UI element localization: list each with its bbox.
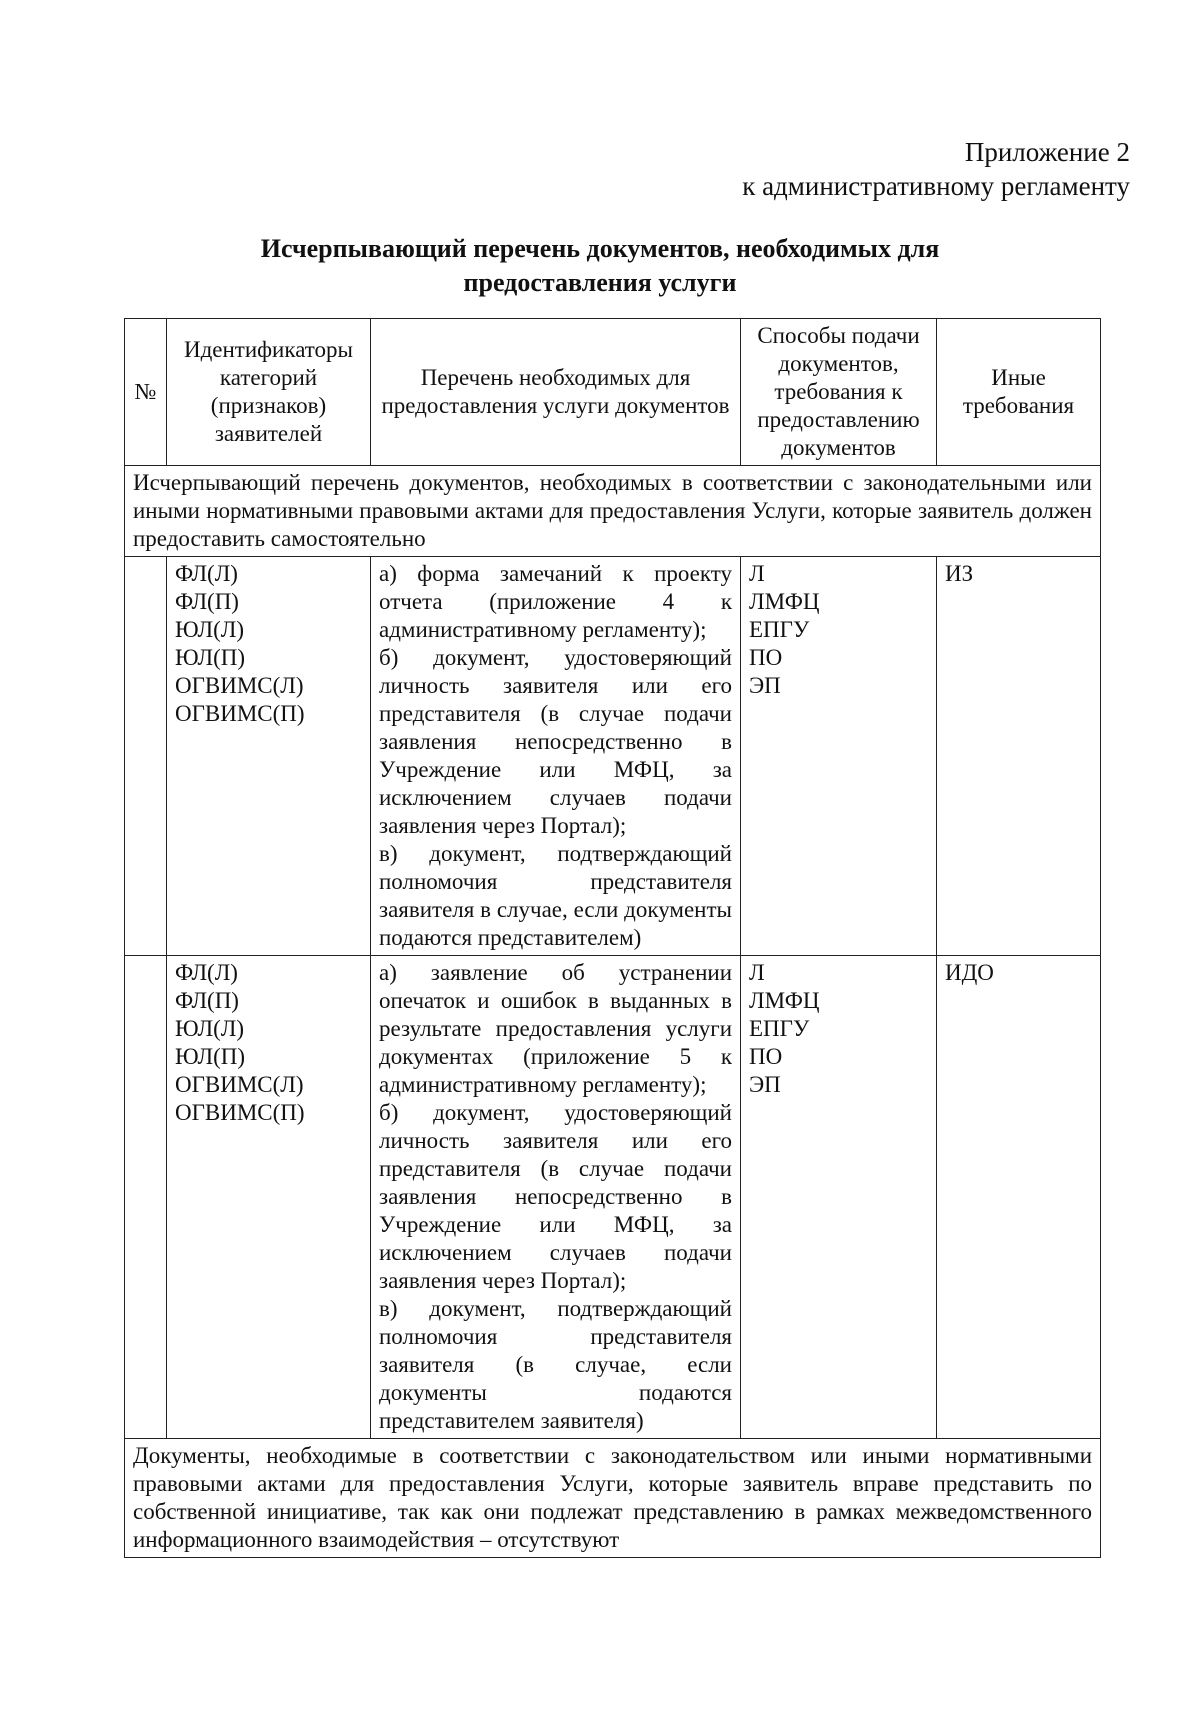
method-code: Л [749, 960, 765, 985]
document-item: в) документ, подтверждающий полномочия представителя заявителя (в случае, если документы подаются представителем заявителя) [379, 1296, 732, 1433]
method-code: ЕПГУ [749, 617, 810, 642]
table-row [125, 956, 1101, 1439]
document-item: б) документ, удостоверяющий личность заявителя или его представителя (в случае подачи заявления непосредственно в Учреждение или МФЦ, за исключением случаев подачи заявления через Портал); [379, 1100, 732, 1293]
submission-methods [741, 557, 937, 956]
method-code: ПО [749, 1044, 783, 1069]
submission-methods [741, 956, 937, 1439]
table-header-row [125, 319, 1101, 466]
document-item: а) заявление об устранении опечаток и ошибок в выданных в результате предоставления услуги документах (приложение 5 к административному регламенту); [379, 960, 732, 1097]
row-number [125, 557, 167, 956]
applicant-code: ОГВИМС(Л) [175, 673, 304, 698]
document-item: а) форма замечаний к проекту отчета (приложение 4 к административному регламенту); [379, 561, 732, 642]
header-methods: Способы подачи документов, требования к предоставлению документов [741, 319, 937, 466]
method-code: ПО [749, 645, 783, 670]
applicant-codes [167, 956, 371, 1439]
document-title-line-1: Исчерпывающий перечень документов, необходимых для [260, 234, 940, 263]
method-code: ЕПГУ [749, 1016, 810, 1041]
section-row-mandatory [125, 466, 1101, 557]
header-identifiers: Идентификаторы категорий (признаков) заявителей [167, 319, 371, 466]
applicant-code: ФЛ(П) [175, 988, 239, 1013]
method-code: Л [749, 561, 765, 586]
header-number: № [125, 319, 167, 466]
applicant-code: ЮЛ(П) [175, 645, 246, 670]
section-optional-text: Документы, необходимые в соответствии с законодательством или иными нормативными правовыми актами для предоставления Услуги, которые заявитель вправе представить по собственной инициативе, так как они подлежат представлению в рамках межведомственного информационного взаимодействия – отсутствуют [125, 1439, 1101, 1558]
row-number [125, 956, 167, 1439]
appendix-heading [742, 135, 1130, 203]
header-documents: Перечень необходимых для предоставления услуги документов [371, 319, 741, 466]
document-item: в) документ, подтверждающий полномочия представителя заявителя в случае, если документы подаются представителем) [379, 841, 732, 950]
other-requirements: ИЗ [937, 557, 1101, 956]
applicant-codes [167, 557, 371, 956]
document-item: б) документ, удостоверяющий личность заявителя или его представителя (в случае подачи заявления непосредственно в Учреждение или МФЦ, за исключением случаев подачи заявления через Портал); [379, 645, 732, 838]
applicant-code: ФЛ(Л) [175, 960, 238, 985]
applicant-code: ЮЛ(П) [175, 1044, 246, 1069]
appendix-number: Приложение 2 [964, 137, 1130, 167]
applicant-code: ЮЛ(Л) [175, 617, 245, 642]
method-code: ЛМФЦ [749, 589, 820, 614]
header-other: Иные требования [937, 319, 1101, 466]
method-code: ЭП [749, 673, 781, 698]
applicant-code: ОГВИМС(П) [175, 1100, 305, 1125]
section-row-optional [125, 1439, 1101, 1558]
applicant-code: ФЛ(П) [175, 589, 239, 614]
other-requirements: ИДО [937, 956, 1101, 1439]
document-list [371, 557, 741, 956]
document-list [371, 956, 741, 1439]
applicant-code: ЮЛ(Л) [175, 1016, 245, 1041]
documents-table [124, 318, 1101, 1558]
document-title-line-2: предоставления услуги [463, 268, 737, 297]
table-row [125, 557, 1101, 956]
appendix-reference: к административному регламенту [742, 171, 1130, 201]
applicant-code: ОГВИМС(Л) [175, 1072, 304, 1097]
method-code: ЛМФЦ [749, 988, 820, 1013]
document-title [0, 232, 1200, 300]
applicant-code: ОГВИМС(П) [175, 701, 305, 726]
method-code: ЭП [749, 1072, 781, 1097]
applicant-code: ФЛ(Л) [175, 561, 238, 586]
section-mandatory-text: Исчерпывающий перечень документов, необходимых в соответствии с законодательными или иными нормативными правовыми актами для предоставления Услуги, которые заявитель должен предоставить самостоятельно [125, 466, 1101, 557]
